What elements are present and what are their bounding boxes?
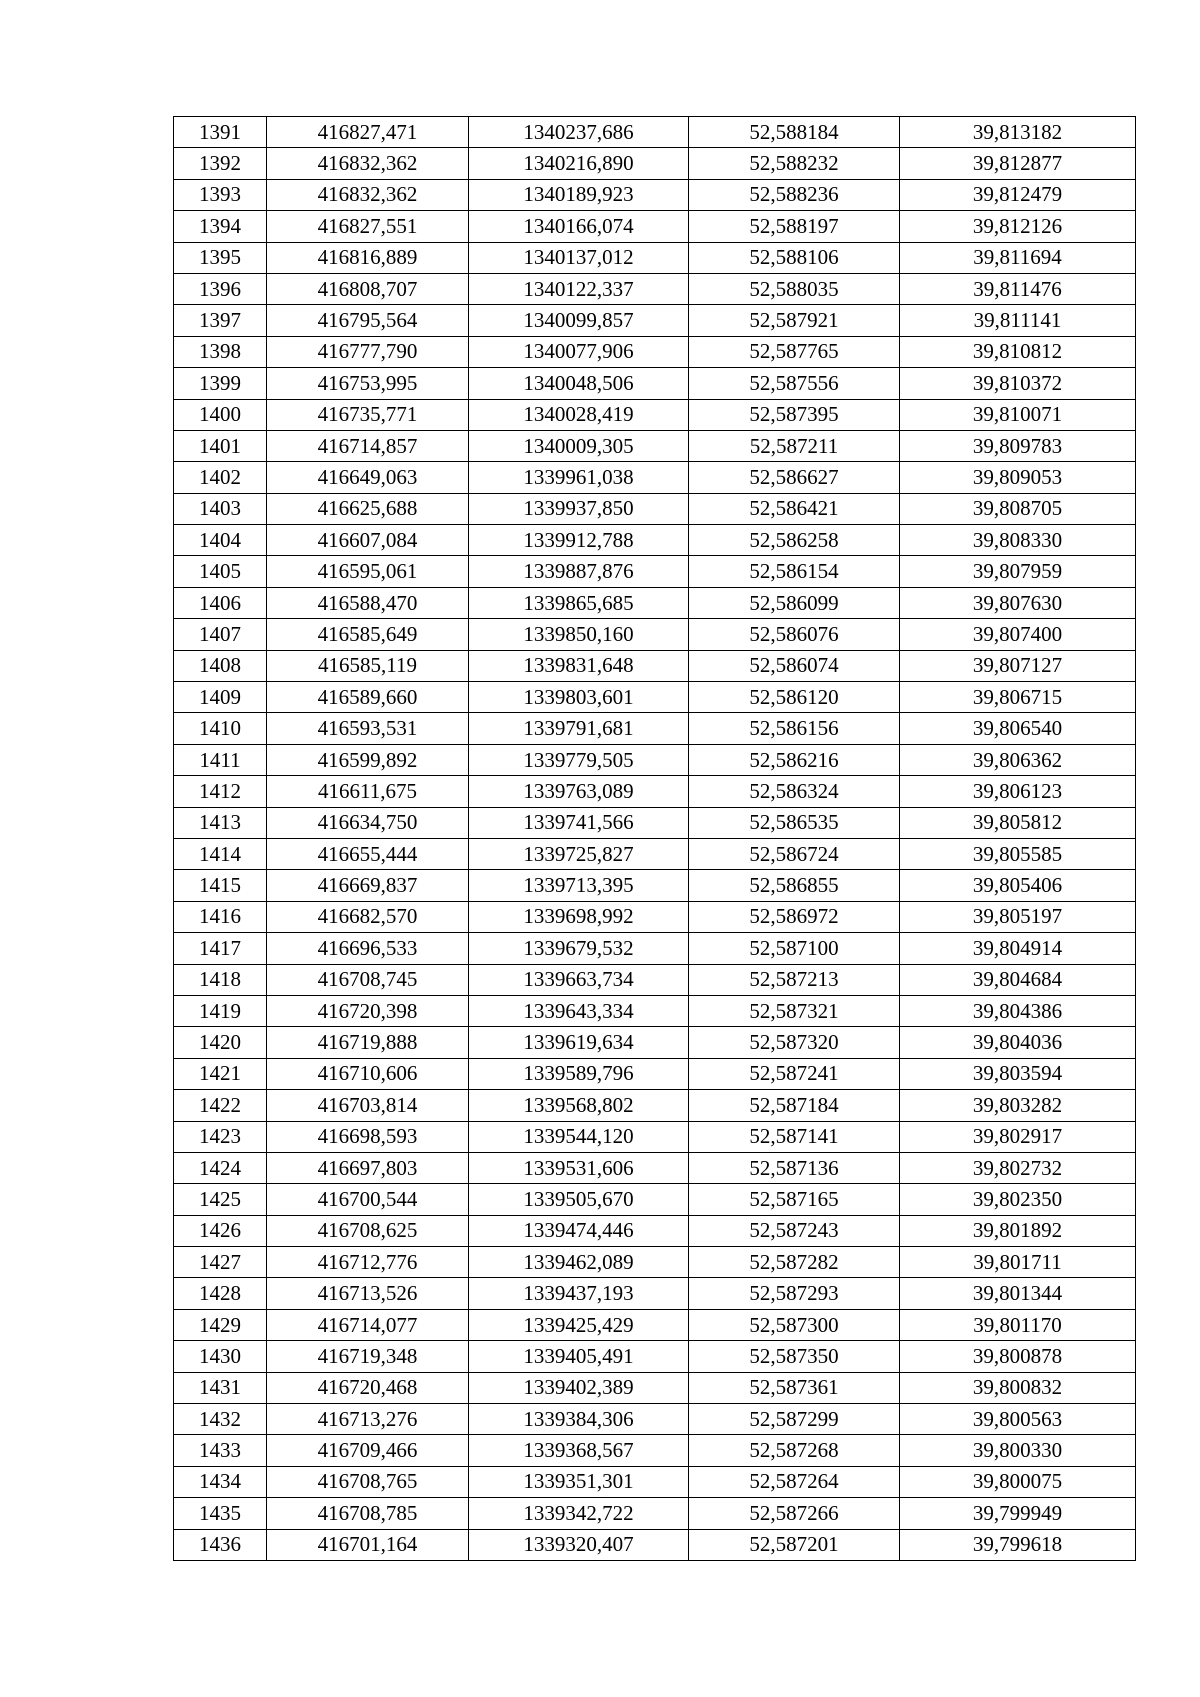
y-coordinate-cell: 1340216,890 [469,148,689,179]
point-number-cell: 1396 [174,273,267,304]
x-coordinate-cell: 416832,362 [267,148,469,179]
longitude-cell: 39,808705 [900,493,1136,524]
x-coordinate-cell: 416827,551 [267,211,469,242]
table-row [174,117,1136,148]
latitude-cell: 52,587350 [689,1341,900,1372]
latitude-cell: 52,586156 [689,713,900,744]
latitude-cell: 52,587184 [689,1090,900,1121]
y-coordinate-cell: 1340137,012 [469,242,689,273]
latitude-cell: 52,587100 [689,933,900,964]
table-row [174,1278,1136,1309]
point-number-cell: 1430 [174,1341,267,1372]
x-coordinate-cell: 416827,471 [267,117,469,148]
point-number-cell: 1404 [174,525,267,556]
x-coordinate-cell: 416585,649 [267,619,469,650]
point-number-cell: 1424 [174,1152,267,1183]
point-number-cell: 1403 [174,493,267,524]
latitude-cell: 52,587213 [689,964,900,995]
point-number-cell: 1426 [174,1215,267,1246]
point-number-cell: 1418 [174,964,267,995]
x-coordinate-cell: 416585,119 [267,650,469,681]
latitude-cell: 52,586324 [689,776,900,807]
y-coordinate-cell: 1339405,491 [469,1341,689,1372]
table-row [174,619,1136,650]
longitude-cell: 39,800330 [900,1435,1136,1466]
latitude-cell: 52,588184 [689,117,900,148]
table-row [174,1058,1136,1089]
y-coordinate-cell: 1339589,796 [469,1058,689,1089]
y-coordinate-cell: 1339865,685 [469,587,689,618]
y-coordinate-cell: 1340028,419 [469,399,689,430]
point-number-cell: 1412 [174,776,267,807]
latitude-cell: 52,588197 [689,211,900,242]
latitude-cell: 52,586120 [689,682,900,713]
y-coordinate-cell: 1339698,992 [469,901,689,932]
point-number-cell: 1408 [174,650,267,681]
table-row [174,462,1136,493]
longitude-cell: 39,803282 [900,1090,1136,1121]
longitude-cell: 39,802917 [900,1121,1136,1152]
point-number-cell: 1432 [174,1404,267,1435]
point-number-cell: 1422 [174,1090,267,1121]
longitude-cell: 39,805406 [900,870,1136,901]
table-row [174,1184,1136,1215]
table-row [174,1027,1136,1058]
longitude-cell: 39,806540 [900,713,1136,744]
table-row [174,776,1136,807]
latitude-cell: 52,587211 [689,430,900,461]
point-number-cell: 1405 [174,556,267,587]
latitude-cell: 52,587268 [689,1435,900,1466]
y-coordinate-cell: 1339912,788 [469,525,689,556]
longitude-cell: 39,807400 [900,619,1136,650]
latitude-cell: 52,588232 [689,148,900,179]
latitude-cell: 52,586972 [689,901,900,932]
point-number-cell: 1427 [174,1247,267,1278]
table-row [174,1215,1136,1246]
latitude-cell: 52,587165 [689,1184,900,1215]
y-coordinate-cell: 1339763,089 [469,776,689,807]
x-coordinate-cell: 416708,745 [267,964,469,995]
x-coordinate-cell: 416709,466 [267,1435,469,1466]
longitude-cell: 39,812877 [900,148,1136,179]
point-number-cell: 1402 [174,462,267,493]
latitude-cell: 52,587243 [689,1215,900,1246]
x-coordinate-cell: 416777,790 [267,336,469,367]
latitude-cell: 52,587321 [689,995,900,1026]
x-coordinate-cell: 416697,803 [267,1152,469,1183]
table-row [174,682,1136,713]
table-row [174,870,1136,901]
latitude-cell: 52,587361 [689,1372,900,1403]
latitude-cell: 52,586421 [689,493,900,524]
longitude-cell: 39,809053 [900,462,1136,493]
table-row [174,1435,1136,1466]
longitude-cell: 39,802732 [900,1152,1136,1183]
x-coordinate-cell: 416701,164 [267,1529,469,1560]
point-number-cell: 1397 [174,305,267,336]
x-coordinate-cell: 416719,888 [267,1027,469,1058]
point-number-cell: 1421 [174,1058,267,1089]
longitude-cell: 39,808330 [900,525,1136,556]
longitude-cell: 39,802350 [900,1184,1136,1215]
point-number-cell: 1429 [174,1309,267,1340]
y-coordinate-cell: 1339791,681 [469,713,689,744]
x-coordinate-cell: 416720,468 [267,1372,469,1403]
longitude-cell: 39,807127 [900,650,1136,681]
y-coordinate-cell: 1339531,606 [469,1152,689,1183]
coordinate-table-body [174,117,1136,1561]
latitude-cell: 52,586627 [689,462,900,493]
point-number-cell: 1420 [174,1027,267,1058]
y-coordinate-cell: 1339619,634 [469,1027,689,1058]
latitude-cell: 52,587201 [689,1529,900,1560]
longitude-cell: 39,812126 [900,211,1136,242]
latitude-cell: 52,586074 [689,650,900,681]
y-coordinate-cell: 1339384,306 [469,1404,689,1435]
latitude-cell: 52,588236 [689,179,900,210]
longitude-cell: 39,813182 [900,117,1136,148]
x-coordinate-cell: 416753,995 [267,368,469,399]
y-coordinate-cell: 1340189,923 [469,179,689,210]
y-coordinate-cell: 1340166,074 [469,211,689,242]
y-coordinate-cell: 1339887,876 [469,556,689,587]
latitude-cell: 52,587556 [689,368,900,399]
longitude-cell: 39,805197 [900,901,1136,932]
latitude-cell: 52,586724 [689,838,900,869]
x-coordinate-cell: 416719,348 [267,1341,469,1372]
point-number-cell: 1423 [174,1121,267,1152]
table-row [174,493,1136,524]
x-coordinate-cell: 416713,526 [267,1278,469,1309]
longitude-cell: 39,810372 [900,368,1136,399]
coordinate-table [173,116,1136,1561]
table-row [174,1247,1136,1278]
table-row [174,995,1136,1026]
longitude-cell: 39,800563 [900,1404,1136,1435]
longitude-cell: 39,807630 [900,587,1136,618]
table-row [174,807,1136,838]
longitude-cell: 39,804684 [900,964,1136,995]
point-number-cell: 1393 [174,179,267,210]
y-coordinate-cell: 1340122,337 [469,273,689,304]
table-row [174,399,1136,430]
point-number-cell: 1425 [174,1184,267,1215]
point-number-cell: 1409 [174,682,267,713]
table-row [174,148,1136,179]
longitude-cell: 39,806123 [900,776,1136,807]
y-coordinate-cell: 1339474,446 [469,1215,689,1246]
latitude-cell: 52,588035 [689,273,900,304]
y-coordinate-cell: 1339643,334 [469,995,689,1026]
table-row [174,305,1136,336]
y-coordinate-cell: 1340099,857 [469,305,689,336]
table-row [174,525,1136,556]
longitude-cell: 39,809783 [900,430,1136,461]
x-coordinate-cell: 416700,544 [267,1184,469,1215]
point-number-cell: 1391 [174,117,267,148]
point-number-cell: 1417 [174,933,267,964]
y-coordinate-cell: 1340048,506 [469,368,689,399]
latitude-cell: 52,587765 [689,336,900,367]
latitude-cell: 52,586258 [689,525,900,556]
x-coordinate-cell: 416703,814 [267,1090,469,1121]
latitude-cell: 52,587921 [689,305,900,336]
y-coordinate-cell: 1339937,850 [469,493,689,524]
table-row [174,1090,1136,1121]
point-number-cell: 1411 [174,744,267,775]
latitude-cell: 52,586535 [689,807,900,838]
table-row [174,713,1136,744]
x-coordinate-cell: 416611,675 [267,776,469,807]
y-coordinate-cell: 1339402,389 [469,1372,689,1403]
longitude-cell: 39,810812 [900,336,1136,367]
y-coordinate-cell: 1340237,686 [469,117,689,148]
y-coordinate-cell: 1339437,193 [469,1278,689,1309]
longitude-cell: 39,800832 [900,1372,1136,1403]
table-row [174,1309,1136,1340]
latitude-cell: 52,588106 [689,242,900,273]
table-row [174,211,1136,242]
x-coordinate-cell: 416714,077 [267,1309,469,1340]
latitude-cell: 52,587264 [689,1466,900,1497]
table-row [174,273,1136,304]
point-number-cell: 1410 [174,713,267,744]
y-coordinate-cell: 1339462,089 [469,1247,689,1278]
table-row [174,838,1136,869]
longitude-cell: 39,812479 [900,179,1136,210]
point-number-cell: 1415 [174,870,267,901]
point-number-cell: 1428 [174,1278,267,1309]
table-row [174,368,1136,399]
longitude-cell: 39,811141 [900,305,1136,336]
y-coordinate-cell: 1339568,802 [469,1090,689,1121]
y-coordinate-cell: 1339741,566 [469,807,689,838]
table-row [174,336,1136,367]
longitude-cell: 39,804914 [900,933,1136,964]
x-coordinate-cell: 416588,470 [267,587,469,618]
longitude-cell: 39,801170 [900,1309,1136,1340]
longitude-cell: 39,801344 [900,1278,1136,1309]
point-number-cell: 1419 [174,995,267,1026]
x-coordinate-cell: 416720,398 [267,995,469,1026]
point-number-cell: 1401 [174,430,267,461]
x-coordinate-cell: 416625,688 [267,493,469,524]
x-coordinate-cell: 416634,750 [267,807,469,838]
point-number-cell: 1431 [174,1372,267,1403]
longitude-cell: 39,805812 [900,807,1136,838]
y-coordinate-cell: 1339725,827 [469,838,689,869]
x-coordinate-cell: 416607,084 [267,525,469,556]
y-coordinate-cell: 1339425,429 [469,1309,689,1340]
latitude-cell: 52,586154 [689,556,900,587]
x-coordinate-cell: 416698,593 [267,1121,469,1152]
longitude-cell: 39,810071 [900,399,1136,430]
x-coordinate-cell: 416708,765 [267,1466,469,1497]
table-row [174,1498,1136,1529]
longitude-cell: 39,807959 [900,556,1136,587]
point-number-cell: 1406 [174,587,267,618]
table-row [174,1529,1136,1560]
table-row [174,430,1136,461]
y-coordinate-cell: 1339850,160 [469,619,689,650]
x-coordinate-cell: 416708,785 [267,1498,469,1529]
latitude-cell: 52,587282 [689,1247,900,1278]
point-number-cell: 1416 [174,901,267,932]
table-row [174,744,1136,775]
latitude-cell: 52,587293 [689,1278,900,1309]
x-coordinate-cell: 416735,771 [267,399,469,430]
y-coordinate-cell: 1339368,567 [469,1435,689,1466]
point-number-cell: 1392 [174,148,267,179]
table-row [174,587,1136,618]
table-row [174,242,1136,273]
longitude-cell: 39,811694 [900,242,1136,273]
latitude-cell: 52,586216 [689,744,900,775]
longitude-cell: 39,804386 [900,995,1136,1026]
longitude-cell: 39,800075 [900,1466,1136,1497]
point-number-cell: 1433 [174,1435,267,1466]
x-coordinate-cell: 416795,564 [267,305,469,336]
longitude-cell: 39,806715 [900,682,1136,713]
y-coordinate-cell: 1339803,601 [469,682,689,713]
point-number-cell: 1413 [174,807,267,838]
table-row [174,933,1136,964]
y-coordinate-cell: 1340077,906 [469,336,689,367]
table-row [174,1152,1136,1183]
longitude-cell: 39,801711 [900,1247,1136,1278]
table-row [174,1121,1136,1152]
y-coordinate-cell: 1339679,532 [469,933,689,964]
x-coordinate-cell: 416808,707 [267,273,469,304]
point-number-cell: 1434 [174,1466,267,1497]
table-row [174,556,1136,587]
y-coordinate-cell: 1339663,734 [469,964,689,995]
point-number-cell: 1414 [174,838,267,869]
y-coordinate-cell: 1339351,301 [469,1466,689,1497]
latitude-cell: 52,587136 [689,1152,900,1183]
longitude-cell: 39,800878 [900,1341,1136,1372]
point-number-cell: 1407 [174,619,267,650]
latitude-cell: 52,586855 [689,870,900,901]
table-row [174,179,1136,210]
x-coordinate-cell: 416655,444 [267,838,469,869]
latitude-cell: 52,587300 [689,1309,900,1340]
point-number-cell: 1398 [174,336,267,367]
longitude-cell: 39,799949 [900,1498,1136,1529]
y-coordinate-cell: 1339544,120 [469,1121,689,1152]
x-coordinate-cell: 416599,892 [267,744,469,775]
x-coordinate-cell: 416593,531 [267,713,469,744]
y-coordinate-cell: 1339713,395 [469,870,689,901]
x-coordinate-cell: 416696,533 [267,933,469,964]
latitude-cell: 52,586099 [689,587,900,618]
y-coordinate-cell: 1339342,722 [469,1498,689,1529]
table-row [174,964,1136,995]
latitude-cell: 52,587141 [689,1121,900,1152]
x-coordinate-cell: 416832,362 [267,179,469,210]
longitude-cell: 39,806362 [900,744,1136,775]
y-coordinate-cell: 1339961,038 [469,462,689,493]
table-row [174,1466,1136,1497]
table-row [174,1341,1136,1372]
point-number-cell: 1400 [174,399,267,430]
x-coordinate-cell: 416714,857 [267,430,469,461]
x-coordinate-cell: 416712,776 [267,1247,469,1278]
latitude-cell: 52,587320 [689,1027,900,1058]
x-coordinate-cell: 416595,061 [267,556,469,587]
point-number-cell: 1395 [174,242,267,273]
x-coordinate-cell: 416708,625 [267,1215,469,1246]
longitude-cell: 39,811476 [900,273,1136,304]
point-number-cell: 1435 [174,1498,267,1529]
point-number-cell: 1399 [174,368,267,399]
y-coordinate-cell: 1339505,670 [469,1184,689,1215]
point-number-cell: 1394 [174,211,267,242]
latitude-cell: 52,587266 [689,1498,900,1529]
x-coordinate-cell: 416589,660 [267,682,469,713]
longitude-cell: 39,803594 [900,1058,1136,1089]
longitude-cell: 39,799618 [900,1529,1136,1560]
x-coordinate-cell: 416710,606 [267,1058,469,1089]
y-coordinate-cell: 1339779,505 [469,744,689,775]
table-row [174,650,1136,681]
longitude-cell: 39,801892 [900,1215,1136,1246]
x-coordinate-cell: 416649,063 [267,462,469,493]
x-coordinate-cell: 416669,837 [267,870,469,901]
latitude-cell: 52,587241 [689,1058,900,1089]
point-number-cell: 1436 [174,1529,267,1560]
table-row [174,1404,1136,1435]
longitude-cell: 39,805585 [900,838,1136,869]
latitude-cell: 52,587395 [689,399,900,430]
x-coordinate-cell: 416682,570 [267,901,469,932]
y-coordinate-cell: 1339831,648 [469,650,689,681]
longitude-cell: 39,804036 [900,1027,1136,1058]
latitude-cell: 52,587299 [689,1404,900,1435]
table-row [174,1372,1136,1403]
table-row [174,901,1136,932]
y-coordinate-cell: 1339320,407 [469,1529,689,1560]
x-coordinate-cell: 416816,889 [267,242,469,273]
y-coordinate-cell: 1340009,305 [469,430,689,461]
x-coordinate-cell: 416713,276 [267,1404,469,1435]
latitude-cell: 52,586076 [689,619,900,650]
